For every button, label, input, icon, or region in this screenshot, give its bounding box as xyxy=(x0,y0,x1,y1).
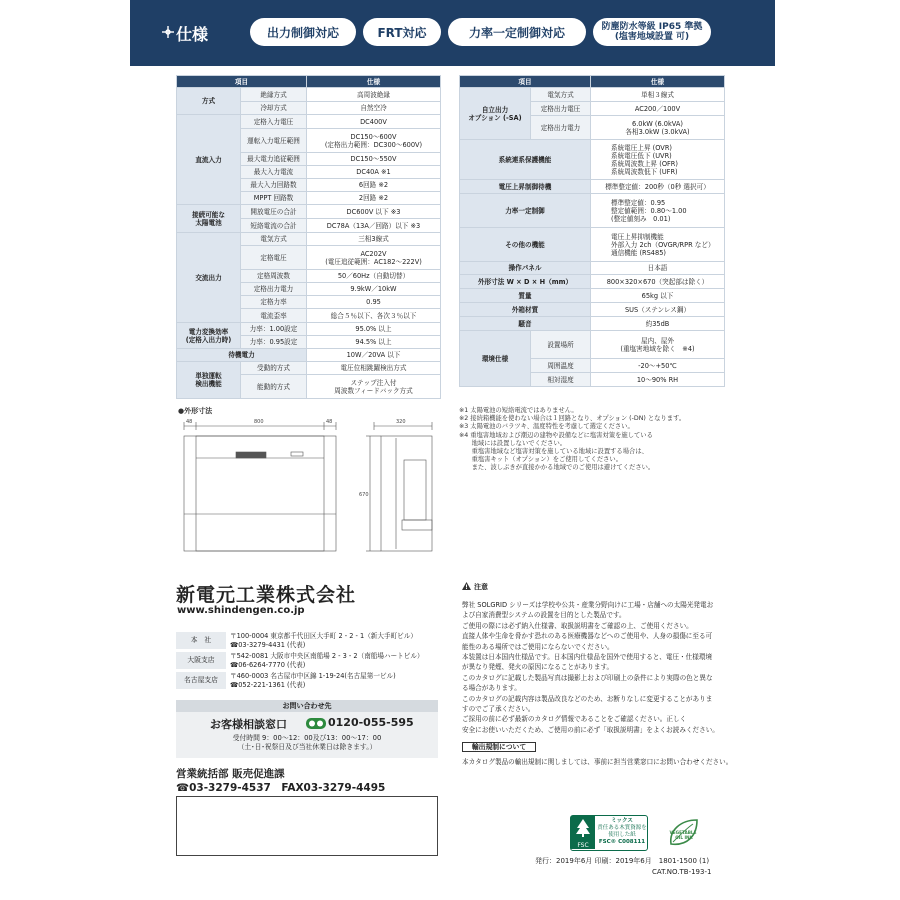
office-name: 大阪支店 xyxy=(176,652,226,669)
office-osaka xyxy=(176,652,438,669)
value-line: 6.0kW (6.0kVA) xyxy=(632,119,683,128)
sub-item-cell: 能動的方式 xyxy=(241,375,307,399)
sub-item-cell: MPPT 回路数 xyxy=(241,192,307,205)
contact-hours-line: 受付時間 9：00～12：00及び13：00～17：00 xyxy=(232,734,382,742)
value-line: 外部入力 2ch（OVGR/RPR など） xyxy=(611,240,715,249)
value-cell: 94.5% 以上 xyxy=(307,336,441,349)
sub-item-cell: 定格出力電力 xyxy=(531,116,591,140)
office-info xyxy=(230,672,396,689)
header-item: 項目 xyxy=(177,76,307,88)
category-cell: 騒音 xyxy=(460,317,591,331)
caution-line: 本装置は日本国内仕様品です。日本国内仕様品を国外で使用すると、電圧・仕様環境 xyxy=(462,653,713,662)
sub-item-cell: 最大入力電流 xyxy=(241,166,307,179)
value-cell: 約35dB xyxy=(591,317,725,331)
office-phone: ☎052-221-1361 (代表) xyxy=(230,680,306,689)
contact-phone[interactable]: 0120-055-595 xyxy=(328,716,414,729)
category-cell: 待機電力 xyxy=(177,349,307,362)
contact-label: お客様相談窓口 xyxy=(210,718,287,731)
badge-output-control: 出力制御対応 xyxy=(250,18,356,46)
value-cell: 9.9kW／10kW xyxy=(307,283,441,296)
category-line: オプション (-SA) xyxy=(468,113,522,122)
office-info xyxy=(230,632,417,649)
category-cell: 環境仕様 xyxy=(460,331,531,387)
dim-depth: 320 xyxy=(396,419,406,425)
office-name: 本 社 xyxy=(176,632,226,649)
freedial-icon xyxy=(306,718,326,729)
tree-icon xyxy=(571,816,595,840)
sub-item-cell: 定格出力電力 xyxy=(241,283,307,296)
value-cell: 50／60Hz（自動切替） xyxy=(307,270,441,283)
company-url[interactable]: www.shindengen.co.jp xyxy=(177,605,305,616)
value-cell: DC40A ※1 xyxy=(307,166,441,179)
value-line: 整定値範囲：0.80～1.00 xyxy=(611,206,687,215)
value-cell xyxy=(591,194,725,228)
value-line: DC150～600V xyxy=(350,132,397,141)
footnote: ※2 接続箱機能を使わない場合は１回路となり、オプション (-DN) となります。 xyxy=(459,415,686,423)
value-cell xyxy=(591,140,725,180)
sub-item-cell: 短絡電流の合計 xyxy=(241,219,307,233)
company-name: 新電元工業株式会社 xyxy=(176,584,357,606)
value-line: 電圧上昇抑制機能 xyxy=(611,232,664,241)
category-line: 接続可能な xyxy=(192,210,225,219)
value-line: 系統電圧低下 (UVR) xyxy=(611,151,672,160)
category-cell: 操作パネル xyxy=(460,262,591,275)
category-cell xyxy=(460,88,531,140)
office-phone: ☎06-6264-7770 (代表) xyxy=(230,660,306,669)
department-phone: ☎03-3279-4537 FAX03-3279-4495 xyxy=(176,782,386,794)
value-cell: DC150～550V xyxy=(307,153,441,166)
category-cell: 方式 xyxy=(177,88,241,115)
caution-line: このカタログに記載した製品写真は撮影上および印刷上の条件により実際の色と異な xyxy=(462,673,713,682)
fsc-mark xyxy=(571,816,595,849)
sub-item-cell: 設置場所 xyxy=(531,331,591,359)
value-cell: 電圧位相跳躍検出方式 xyxy=(307,362,441,375)
sub-item-cell: 定格入力電圧 xyxy=(241,115,307,129)
value-cell xyxy=(307,246,441,270)
sub-item-cell: 最大入力回路数 xyxy=(241,179,307,192)
sub-item-cell: 電気方式 xyxy=(241,233,307,246)
category-cell: 外箱材質 xyxy=(460,303,591,317)
category-cell: 交流出力 xyxy=(177,233,241,323)
category-line: 太陽電池 xyxy=(195,218,222,227)
caution-line: このカタログの記載内容は製品改良などのため、お断りなしに変更することがありま xyxy=(462,694,713,703)
caution-line: 能性のある場所ではご使用にならないでください。 xyxy=(462,642,614,651)
value-cell xyxy=(591,116,725,140)
value-cell: 高周波絶縁 xyxy=(307,88,441,102)
spec-table-left xyxy=(176,75,441,399)
badge-ip65 xyxy=(593,18,711,46)
contact-title: お問い合わせ先 xyxy=(176,700,438,712)
footnote: ※3 太陽電池のバラツキ、温度特性を考慮して選定ください。 xyxy=(459,423,634,431)
spec-table-right xyxy=(459,75,725,387)
value-cell: SUS（ステンレス鋼） xyxy=(591,303,725,317)
category-line: 電力変換効率 xyxy=(188,327,229,336)
category-cell: その他の機能 xyxy=(460,228,591,262)
value-cell: 95.0% 以上 xyxy=(307,323,441,336)
caution-line: が異なり発煙、発火の原因になることがあります。 xyxy=(462,663,614,672)
caution-line: よび自家消費型システムの設置を目的とした製品です。 xyxy=(462,611,626,620)
category-cell: 系統連系保護機能 xyxy=(460,140,591,180)
office-nagoya xyxy=(176,672,438,689)
value-cell: 2回路 ※2 xyxy=(307,192,441,205)
value-line: ステップ注入付 xyxy=(350,378,397,387)
sub-item-cell: 受動的方式 xyxy=(241,362,307,375)
sub-item-cell: 力率：0.95設定 xyxy=(241,336,307,349)
footnote: ※1 太陽電池の短絡電流ではありません。 xyxy=(459,407,578,414)
sub-item-cell: 相対湿度 xyxy=(531,373,591,387)
value-cell xyxy=(307,375,441,399)
dim-left-margin: 48 xyxy=(186,419,193,425)
contact-box xyxy=(176,700,438,758)
value-line: (整定値刻み 0.01) xyxy=(611,214,671,223)
sub-item-cell: 定格力率 xyxy=(241,296,307,309)
sub-item-cell: 最大電力追従範囲 xyxy=(241,153,307,166)
sub-item-cell: 力率：1.00設定 xyxy=(241,323,307,336)
page-title: 仕様 xyxy=(176,25,209,44)
value-cell: DC600V 以下 ※3 xyxy=(307,205,441,219)
category-cell xyxy=(177,362,241,399)
office-address: 〒460-0003 名古屋市中区錦 1-19-24(名古屋第一ビル) xyxy=(230,672,396,680)
header-spec: 仕様 xyxy=(591,76,725,88)
office-info xyxy=(230,652,424,669)
publication-info: 発行：2019年6月 印刷：2019年6月 1801-1500 (1) xyxy=(535,857,710,865)
badge-ip65-line2: (塩害地域設置 可) xyxy=(614,32,690,42)
category-cell: 電圧上昇制御待機 xyxy=(460,180,591,194)
sub-item-cell: 電気方式 xyxy=(531,88,591,102)
sub-item-cell: 電流歪率 xyxy=(241,309,307,323)
footnotes xyxy=(459,407,759,473)
footnote: また、波しぶきが直接かかる地域でのご使用は避けてください。 xyxy=(459,464,655,472)
catalog-number: CAT.NO.TB-193-1 xyxy=(652,868,712,876)
category-cell: 質量 xyxy=(460,289,591,303)
dim-width: 800 xyxy=(254,419,264,425)
caution-title: 注意 xyxy=(474,583,488,591)
category-line: 単独運転 xyxy=(195,372,222,380)
value-cell: 三相3線式 xyxy=(307,233,441,246)
header-banner xyxy=(130,0,775,66)
warning-icon xyxy=(462,582,471,590)
value-cell: DC78A（13A／回路）以下 ※3 xyxy=(307,219,441,233)
office-address: 〒542-0081 大阪市中央区南船場 2 - 3 - 2（南船場ハートビル） xyxy=(230,652,424,660)
caution-line: 弊社 SOLGRID シリーズは学校や公共・産業分野向けに工場・店舗への太陽光発電お xyxy=(462,601,714,609)
dealer-stamp-box xyxy=(176,796,438,856)
value-line: (重塩害地域を除く ※4) xyxy=(620,344,695,353)
value-line: (電圧追従範囲：AC182～222V) xyxy=(325,257,422,266)
category-cell xyxy=(177,205,241,233)
value-line: (定格出力範囲：DC300～600V) xyxy=(324,140,423,149)
sub-item-cell: 定格電圧 xyxy=(241,246,307,270)
sub-item-cell: 冷却方式 xyxy=(241,102,307,115)
sub-item-cell: 周囲温度 xyxy=(531,359,591,373)
fsc-top: ミックス xyxy=(611,818,633,824)
dim-height: 670 xyxy=(359,492,369,498)
value-line: 標準整定値：0.95 xyxy=(611,198,666,207)
export-label: 輸出規制について xyxy=(462,742,536,752)
value-line: 系統周波数上昇 (OFR) xyxy=(611,159,678,168)
value-cell: 65kg 以下 xyxy=(591,289,725,303)
footnote: 地域には設置しないでください。 xyxy=(459,439,567,447)
fsc-logo xyxy=(570,815,648,851)
value-cell xyxy=(307,129,441,153)
fsc-code: FSC® C008111 xyxy=(598,839,646,845)
caution-line: すのでご了承ください。 xyxy=(462,705,535,714)
sub-item-cell: 定格出力電圧 xyxy=(531,102,591,116)
sub-item-cell: 定格周波数 xyxy=(241,270,307,283)
category-cell: 外形寸法 W × D × H（mm） xyxy=(460,275,591,289)
value-cell xyxy=(591,331,725,359)
value-line: 通信機能 (RS485) xyxy=(611,248,666,257)
footnote: ※4 重塩害地域および潮辺の建物や設備などに塩害対策を施している xyxy=(459,431,653,439)
value-line: 系統周波数低下 (UFR) xyxy=(611,167,678,176)
badge-power-factor: 力率一定制御対応 xyxy=(448,18,586,46)
value-cell: -20～+50℃ xyxy=(591,359,725,373)
sub-item-cell: 絶縁方式 xyxy=(241,88,307,102)
category-cell: 直流入力 xyxy=(177,115,241,205)
footnote: 重塩害キット（オプション）をご使用してください。 xyxy=(459,456,623,464)
sub-item-cell: 開放電圧の合計 xyxy=(241,205,307,219)
veg-line2: OIL INK xyxy=(675,835,693,840)
vegetable-oil-ink-logo xyxy=(663,814,703,854)
crosshair-icon xyxy=(162,26,174,38)
contact-hours xyxy=(176,734,438,752)
value-cell: 0.95 xyxy=(307,296,441,309)
value-line: 各相3.0kW (3.0kVA) xyxy=(625,127,690,136)
badge-frt: FRT対応 xyxy=(363,18,441,46)
value-cell: 10～90% RH xyxy=(591,373,725,387)
value-cell: 6回路 ※2 xyxy=(307,179,441,192)
fsc-mark-text: FSC xyxy=(577,842,589,849)
caution-line: 直接人体や生命を脅かす恐れのある医療機器などへのご使用や、人身の損傷に至る可 xyxy=(462,632,713,641)
office-headquarters xyxy=(176,632,438,649)
contact-hours-line: （土･日･祝祭日及び当社休業日は除きます。） xyxy=(237,743,377,751)
veg-line1: VEGETABLE xyxy=(669,830,697,835)
caution-line: 安全にお使いいただくため、ご使用の前に必ず「取扱説明書」をよくお読みください。 xyxy=(462,725,719,734)
value-cell: 日本語 xyxy=(591,262,725,275)
value-line: 屋内、屋外 xyxy=(641,336,674,345)
value-cell: AC200／100V xyxy=(591,102,725,116)
value-line: 周波数フィードバック方式 xyxy=(334,386,413,395)
office-phone: ☎03-3279-4431 (代表) xyxy=(230,640,306,649)
office-address: 〒100-0004 東京都千代田区大手町 2 - 2 - 1（新大手町ビル） xyxy=(230,632,417,640)
category-cell xyxy=(177,323,241,349)
sub-item-cell: 運転入力電圧範囲 xyxy=(241,129,307,153)
category-line: (定格入出力時) xyxy=(185,335,232,344)
header-spec: 仕様 xyxy=(307,76,441,88)
header-item: 項目 xyxy=(460,76,591,88)
caution-line: ご使用の際には必ず納入仕様書、取扱説明書をご確認の上、ご使用ください。 xyxy=(462,621,693,630)
category-line: 自立出力 xyxy=(481,105,509,114)
dim-right-margin: 48 xyxy=(326,419,333,425)
value-cell: DC400V xyxy=(307,115,441,129)
value-cell: 単相３線式 xyxy=(591,88,725,102)
caution-text xyxy=(462,600,730,735)
export-text: 本カタログ製品の輸出規制に関しましては、事前に担当営業窓口にお問い合わせください。 xyxy=(462,758,733,766)
value-line: AC202V xyxy=(360,249,387,258)
value-cell: 自然空冷 xyxy=(307,102,441,115)
category-line: 検出機能 xyxy=(195,380,222,388)
value-cell: 総合５％以下、各次３％以下 xyxy=(307,309,441,323)
fsc-mid: 責任ある木質資源を使用した紙 xyxy=(597,825,647,838)
office-name: 名古屋支店 xyxy=(176,672,226,689)
value-cell xyxy=(591,228,725,262)
category-cell: 力率一定制御 xyxy=(460,194,591,228)
badge-ip65-line1: 防塵防水等級 IP65 準拠 xyxy=(601,22,703,32)
value-cell: 800×320×670（突起部は除く） xyxy=(591,275,725,289)
dimension-drawing xyxy=(176,416,446,561)
fsc-text xyxy=(597,818,647,846)
value-cell: 標準整定値：200秒（0秒 選択可） xyxy=(591,180,725,194)
value-line: 系統電圧上昇 (OVR) xyxy=(611,143,672,152)
caution-line: ご採用の前に必ず最新のカタログ情報であることをご確認ください。正しく xyxy=(462,715,687,724)
caution-line: る場合があります。 xyxy=(462,684,521,693)
footnote: 重塩害地域など塩害対策を施している地域に設置する場合は、 xyxy=(459,448,648,456)
value-cell: 10W／20VA 以下 xyxy=(307,349,441,362)
department-name: 営業統括部 販売促進課 xyxy=(176,768,285,780)
dimension-label: ●外形寸法 xyxy=(178,407,213,415)
